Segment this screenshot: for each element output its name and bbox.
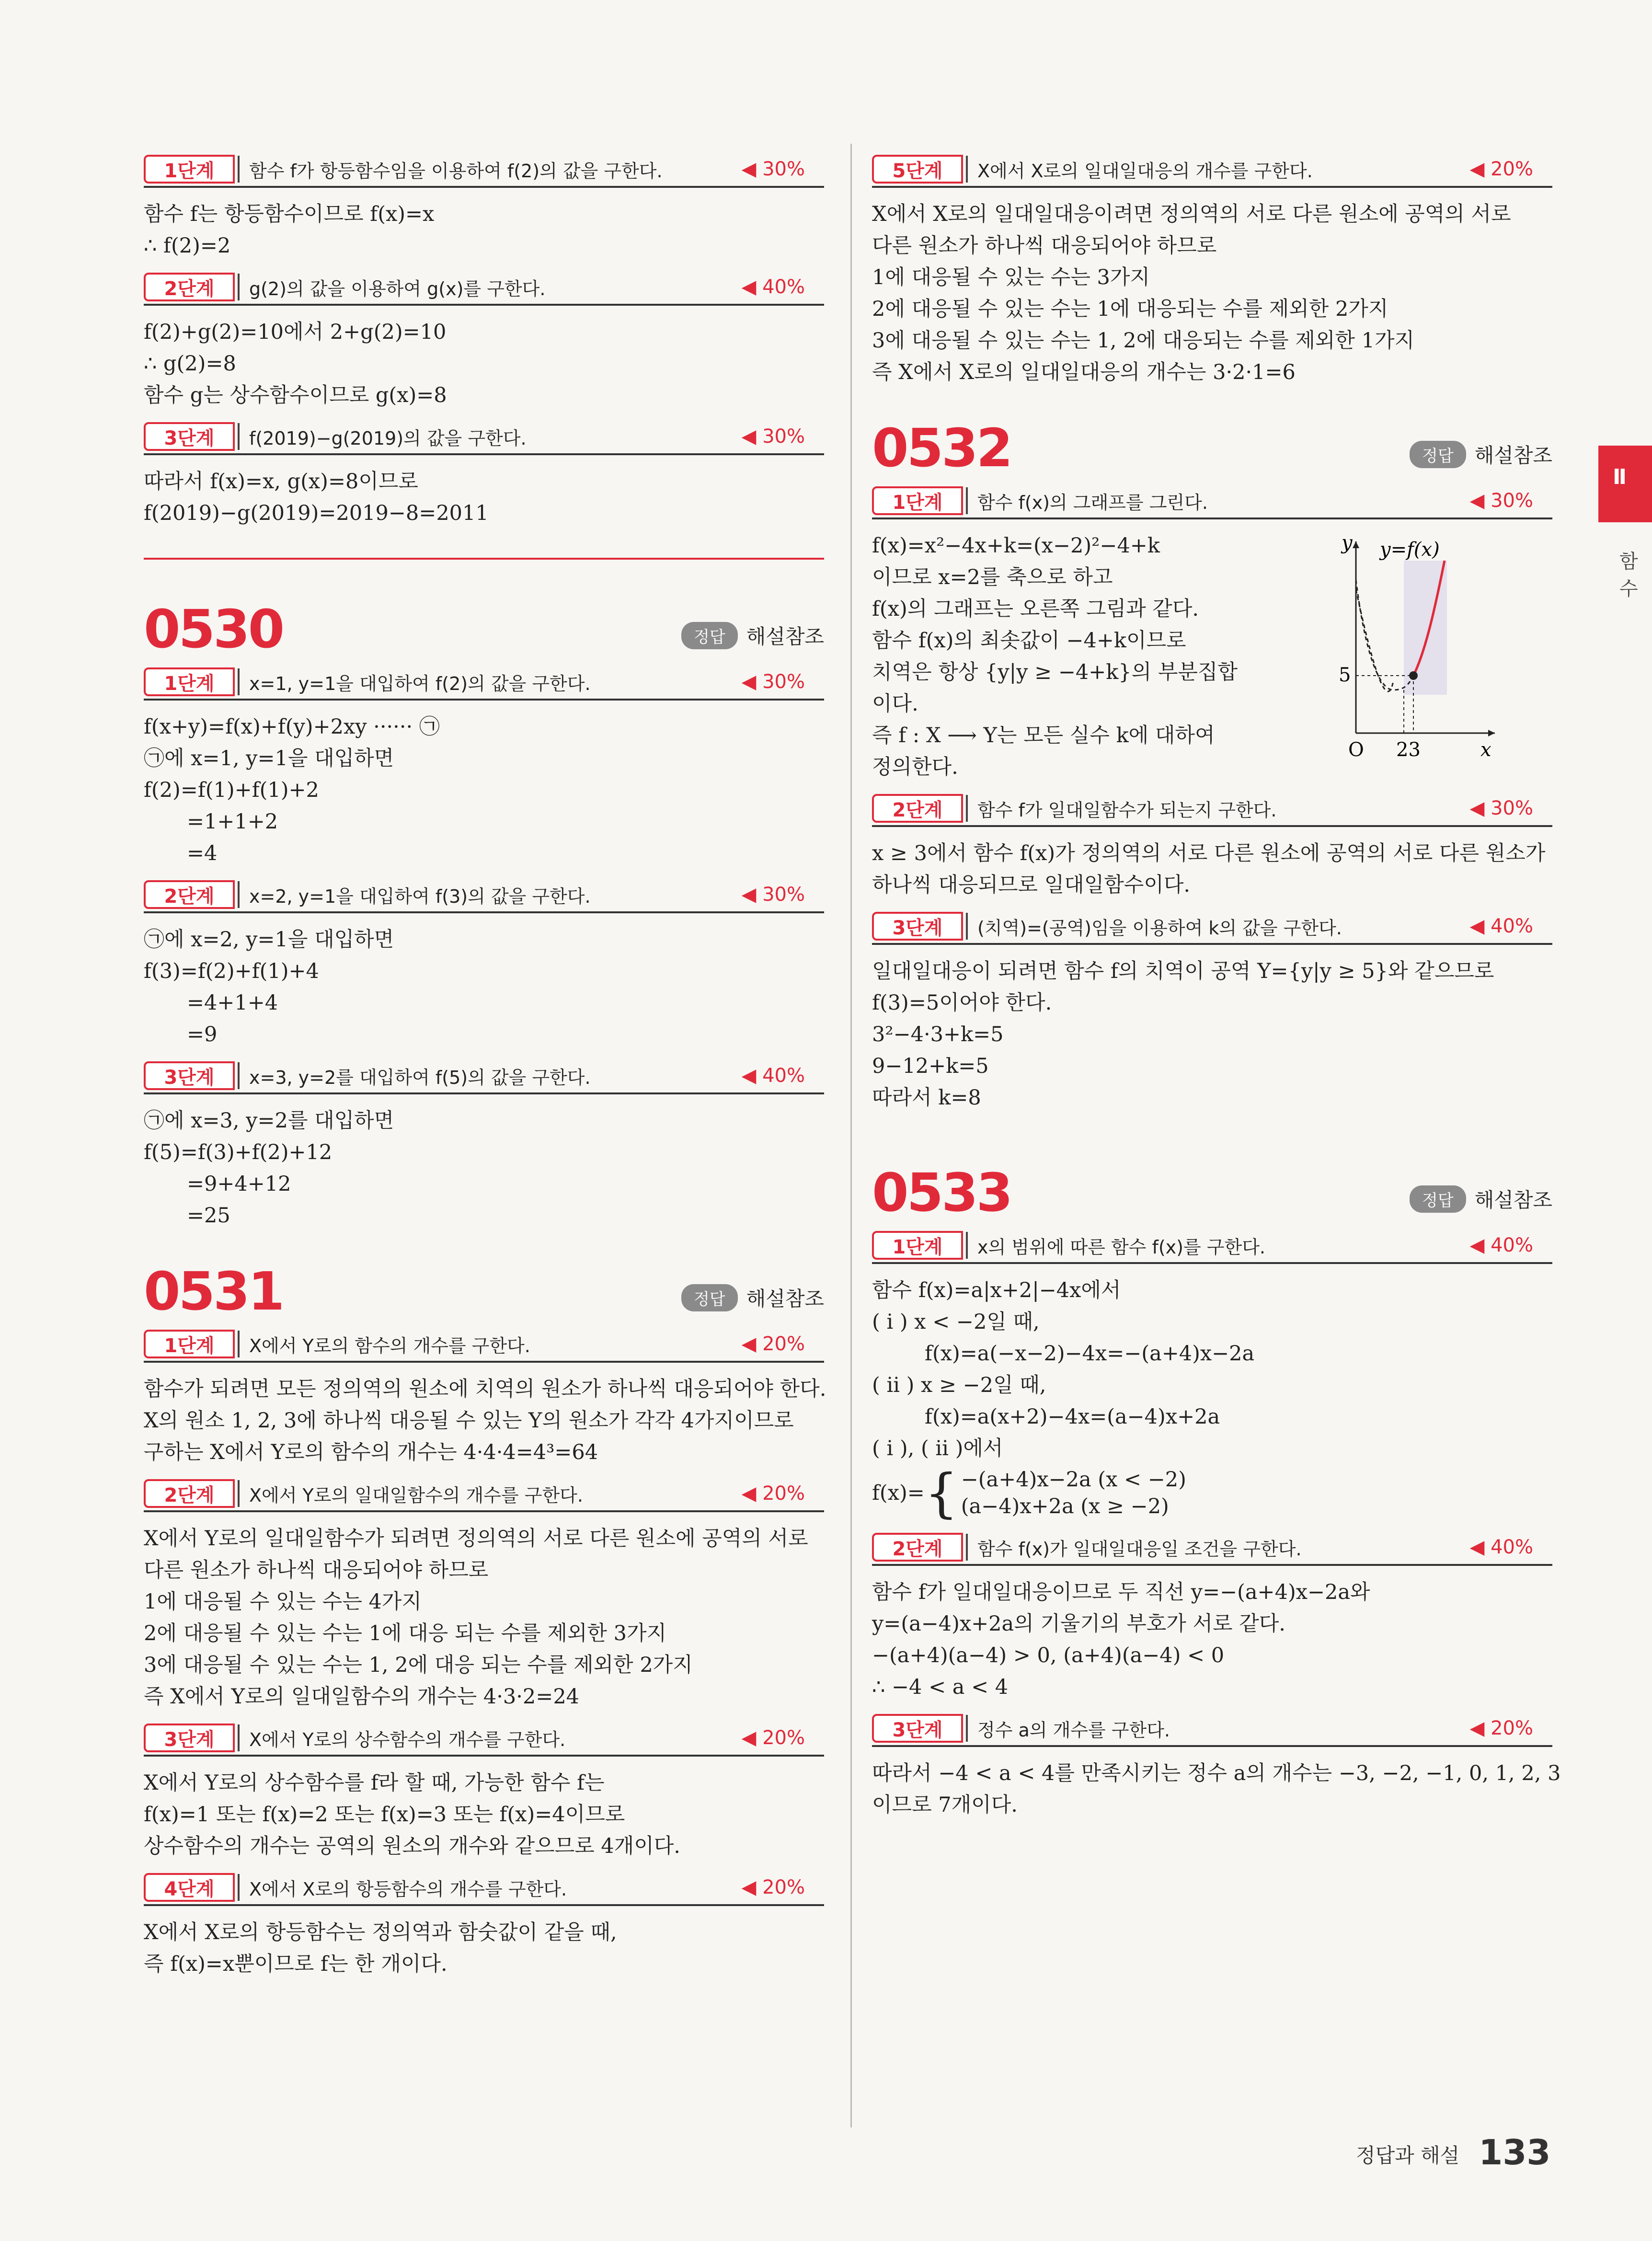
solution-line: f(2)=f(1)+f(1)+2 [144,778,319,802]
problem-number: 0532 [872,417,1011,479]
solution-line: ( i ), ( ii )에서 [872,1437,1003,1460]
problem-header [872,407,1552,479]
answer-reference [1410,1184,1552,1213]
chapter-tab [1598,446,1652,522]
problem-0529-solution [144,152,824,529]
step [872,909,1552,1114]
solution-line: 1에 대응될 수 있는 수는 4가지 [144,1590,422,1614]
divider [238,668,240,695]
step-badge: 2단계 [144,1479,235,1508]
step-score: ◀ 40% [1469,1234,1533,1256]
answer-tag: 정답 [681,622,738,649]
curve-label: y=f(x) [1380,539,1440,561]
chapter-side-text: 함수 [1619,551,1638,600]
step-description: 정수 a의 개수를 구한다. [977,1719,1170,1741]
step-description: 함수 f(x)가 일대일대응일 조건을 구한다. [977,1538,1302,1560]
step-header [144,1327,824,1363]
solution-line: f(2)+g(2)=10에서 2+g(2)=10 [144,320,447,344]
step-description: X에서 Y로의 상수함수의 개수를 구한다. [249,1729,566,1750]
step-score: ◀ 20% [1469,158,1533,180]
solution-line: 따라서 k=8 [872,1086,981,1110]
solution-line: ∴ −4 < a < 4 [872,1675,1009,1699]
piecewise-function [872,1464,1552,1522]
solution-line: f(3)=5이어야 한다. [872,991,1052,1015]
solution-line: 따라서 f(x)=x, g(x)=8이므로 [144,470,418,494]
step-badge: 1단계 [144,155,235,184]
step-score: ◀ 30% [741,158,805,180]
step [872,1530,1552,1703]
piecewise-cases [961,1466,1186,1520]
answer-tag: 정답 [1410,441,1466,468]
step-description: X에서 X로의 항등함수의 개수를 구한다. [249,1878,567,1900]
divider [966,795,968,822]
divider [966,156,968,183]
step-score: ◀ 40% [1469,915,1533,937]
step-badge: 1단계 [144,667,235,696]
step-score: ◀ 40% [741,1065,805,1087]
divider [966,1534,968,1561]
solution-line: 따라서 −4 < a < 4를 만족시키는 정수 a의 개수는 −3, −2, −1, 0, 1, 2, 3 [872,1761,1561,1785]
solution-line: 이므로 x=2를 축으로 하고 [872,565,1113,589]
solution-line: ( ii ) x ≥ −2일 때, [872,1373,1046,1397]
step-score: ◀ 30% [741,671,805,693]
solution-line: f(x)의 그래프는 오른쪽 그림과 같다. [872,597,1199,621]
solution-line: 이므로 7개이다. [872,1793,1018,1817]
origin-label: O [1348,739,1364,761]
solution-line: 치역은 항상 {y|y ≥ −4+k}의 부분집합 [872,660,1238,684]
y-tick-5: 5 [1339,664,1351,686]
y-axis-arrow [1353,541,1359,548]
solution-line: 3²−4·3+k=5 [872,1023,1004,1046]
problem-0530 [144,588,824,1231]
solution-line: f(x)=a(−x−2)−4x=−(a+4)x−2a [925,1342,1255,1366]
step-description: 함수 f(x)의 그래프를 그린다. [977,492,1208,513]
solution-line: =4+1+4 [187,991,278,1015]
y-axis-label: y [1342,532,1353,554]
step-description: g(2)의 값을 이용하여 g(x)를 구한다. [249,278,546,299]
solution-line: 정의한다. [872,755,958,779]
step-header [144,878,824,913]
step-header [872,1712,1552,1747]
solution-line: =4 [187,841,218,865]
step-badge: 1단계 [872,1231,963,1260]
solution-line: 2에 대응될 수 있는 수는 1에 대응되는 수를 제외한 2가지 [872,297,1388,321]
case-bottom: (a−4)x+2a (x ≥ −2) [961,1494,1169,1518]
answer-text: 해설참조 [746,1287,824,1310]
step-header [872,484,1552,519]
step-header [144,1059,824,1094]
step-header [144,665,824,701]
problem-0531 [144,1251,824,1980]
solution-line: f(3)=f(2)+f(1)+4 [144,959,319,983]
step-header [144,420,824,455]
divider [966,487,968,514]
step [144,665,824,869]
step [144,1327,824,1468]
step-header [872,909,1552,945]
divider [966,1232,968,1259]
step-description: (치역)=(공역)임을 이용하여 k의 값을 구한다. [977,917,1342,939]
solution-line: 즉 X에서 Y로의 일대일함수의 개수는 4·3·2=24 [144,1685,580,1709]
step [144,878,824,1050]
step-score: ◀ 30% [1469,797,1533,819]
solution-line: ∴ f(2)=2 [144,234,231,258]
divider [238,156,240,183]
step-description: x의 범위에 따른 함수 f(x)를 구한다. [977,1236,1265,1258]
step-score: ◀ 30% [1469,490,1533,512]
step-score: ◀ 20% [741,1876,805,1898]
step-badge: 3단계 [872,1714,963,1743]
step-badge: 3단계 [144,1061,235,1090]
solution-line: 즉 X에서 X로의 일대일대응의 개수는 3·2·1=6 [872,360,1296,384]
x-axis-label: x [1480,739,1491,761]
step [872,1229,1552,1522]
divider [238,1062,240,1089]
step-badge: 2단계 [872,794,963,823]
problem-0531-continued [872,152,1552,388]
step-badge: 3단계 [144,422,235,451]
step-description: f(2019)−g(2019)의 값을 구한다. [249,427,527,449]
solution-line: 3에 대응될 수 있는 수는 1, 2에 대응 되는 수를 제외한 2가지 [144,1653,693,1677]
parabola-graph [1337,532,1500,762]
divider [238,1331,240,1357]
divider [238,881,240,908]
step-description: X에서 Y로의 일대일함수의 개수를 구한다. [249,1484,583,1506]
divider [966,1715,968,1742]
divider [238,423,240,450]
solution-line: 상수함수의 개수는 공역의 원소의 개수와 같으므로 4개이다. [144,1834,680,1858]
step [144,152,824,262]
step-header [872,1229,1552,1264]
answer-reference [681,1283,824,1312]
step [144,270,824,411]
solution-line: =9+4+12 [187,1172,291,1196]
step-score: ◀ 30% [741,884,805,906]
step-description: x=3, y=2를 대입하여 f(5)의 값을 구한다. [249,1067,591,1088]
answer-text: 해설참조 [746,625,824,648]
answer-reference [1410,440,1552,469]
page-number: 133 [1479,2132,1551,2172]
solution-line: 일대일대응이 되려면 함수 f의 치역이 공역 Y={y|y ≥ 5}와 같으므로 [872,959,1494,983]
step-badge: 3단계 [144,1724,235,1752]
solution-line: X에서 X로의 일대일대응이려면 정의역의 서로 다른 원소에 공역의 서로 [872,202,1511,226]
divider [238,1480,240,1507]
step-badge: 5단계 [872,155,963,184]
solution-line: ㉠에 x=2, y=1을 대입하면 [144,928,394,952]
step-description: X에서 X로의 일대일대응의 개수를 구한다. [977,160,1313,182]
problem-header [144,1251,824,1322]
divider [238,1724,240,1751]
step-description: X에서 Y로의 함수의 개수를 구한다. [249,1335,530,1356]
step [144,1059,824,1231]
solution-line: 9−12+k=5 [872,1054,989,1078]
solution-line: ㉠에 x=3, y=2를 대입하면 [144,1109,394,1133]
problem-number: 0530 [144,598,283,660]
step-header [144,1871,824,1906]
problem-0533 [872,1152,1561,1821]
answer-text: 해설참조 [1474,1188,1552,1212]
column-divider [850,144,852,2127]
left-column [144,144,824,1980]
step-badge: 4단계 [144,1873,235,1902]
step-header [144,270,824,306]
solution-line: y=(a−4)x+2a의 기울기의 부호가 서로 같다. [872,1612,1285,1636]
solution-line: f(x+y)=f(x)+f(y)+2xy ······ ㉠ [144,715,440,739]
solution-line: X의 원소 1, 2, 3에 하나씩 대응될 수 있는 Y의 원소가 각각 4가지이므로 [144,1409,794,1433]
step-header [872,792,1552,827]
solution-line: 함수 g는 상수함수이므로 g(x)=8 [144,383,447,407]
solution-line: 다른 원소가 하나씩 대응되어야 하므로 [144,1558,489,1582]
step [872,152,1552,388]
solution-line: =9 [187,1023,218,1046]
step-badge: 2단계 [872,1533,963,1562]
step [144,1871,824,1980]
problem-number: 0533 [872,1162,1011,1223]
solution-line: 2에 대응될 수 있는 수는 1에 대응 되는 수를 제외한 3가지 [144,1621,667,1645]
step-score: ◀ 20% [741,1483,805,1505]
point-3-5 [1409,671,1418,680]
solution-line: 다른 원소가 하나씩 대응되어야 하므로 [872,234,1217,258]
solution-line: ( i ) x < −2일 때, [872,1310,1040,1334]
x-ticks: 23 [1396,739,1421,761]
answer-tag: 정답 [1410,1185,1466,1213]
solution-line: 함수 f(x)의 최솟값이 −4+k이므로 [872,629,1186,653]
step-header [872,1530,1552,1566]
answer-tag: 정답 [681,1284,738,1311]
step-description: 함수 f가 일대일함수가 되는지 구한다. [977,799,1277,821]
problem-0532 [872,407,1552,1114]
divider [238,1874,240,1901]
step-badge: 2단계 [144,273,235,301]
solution-line: f(x)=1 또는 f(x)=2 또는 f(x)=3 또는 f(x)=4이므로 [144,1803,625,1827]
case-top: −(a+4)x−2a (x < −2) [961,1468,1186,1492]
divider [238,274,240,300]
solution-line: 하나씩 대응되므로 일대일함수이다. [872,873,1191,897]
answer-text: 해설참조 [1474,444,1552,467]
problem-number: 0531 [144,1261,283,1322]
step-header [144,152,824,188]
step-score: ◀ 30% [741,425,805,448]
step-badge: 2단계 [144,880,235,909]
problem-header [872,1152,1552,1223]
solution-line: 이다. [872,692,918,716]
solution-line: 3에 대응될 수 있는 수는 1, 2에 대응되는 수를 제외한 1가지 [872,329,1415,353]
solution-line: 함수가 되려면 모든 정의역의 원소에 치역의 원소가 하나씩 대응되어야 한다. [144,1377,826,1401]
solution-line: X에서 Y로의 상수함수를 f라 할 때, 가능한 함수 f는 [144,1771,605,1795]
curve-dashed [1356,589,1393,691]
problem-header [144,588,824,660]
solution-line: =25 [187,1204,230,1228]
step-score: ◀ 20% [741,1333,805,1355]
step-score: ◀ 40% [1469,1536,1533,1558]
piecewise-lhs: f(x)= [872,1481,925,1505]
answer-reference [681,621,824,650]
step-badge: 1단계 [144,1330,235,1358]
step [872,1712,1561,1821]
right-column [872,144,1561,1821]
step-description: x=1, y=1을 대입하여 f(2)의 값을 구한다. [249,673,591,694]
step-score: ◀ 20% [1469,1717,1533,1739]
step [872,792,1552,901]
step-header [872,152,1552,188]
solution-line: 함수 f가 일대일대응이므로 두 직선 y=−(a+4)x−2a와 [872,1580,1370,1604]
step [144,1477,824,1712]
page-footer [1356,2132,1551,2172]
solution-line: 즉 f(x)=x뿐이므로 f는 한 개이다. [144,1952,447,1976]
step-description: x=2, y=1을 대입하여 f(3)의 값을 구한다. [249,885,591,907]
solution-line: f(x)=a(x+2)−4x=(a−4)x+2a [925,1405,1220,1429]
solution-line: 1에 대응될 수 있는 수는 3가지 [872,265,1150,289]
step [144,420,824,529]
solution-line: X에서 X로의 항등함수는 정의역과 함숫값이 같을 때, [144,1920,617,1944]
solution-line: X에서 Y로의 일대일함수가 되려면 정의역의 서로 다른 원소에 공역의 서로 [144,1527,808,1551]
footer-label: 정답과 해설 [1356,2144,1460,2167]
solution-line: x ≥ 3에서 함수 f(x)가 정의역의 서로 다른 원소에 공역의 서로 다른 원소가 [872,841,1546,865]
section-rule [144,558,824,560]
solution-line: ㉠에 x=1, y=1을 대입하면 [144,747,394,770]
solution-line: f(x)=x²−4x+k=(x−2)²−4+k [872,534,1160,558]
divider [966,913,968,940]
chapter-tab-label: Ⅱ [1613,465,1627,489]
step-header [144,1477,824,1512]
step-badge: 3단계 [872,912,963,941]
step-description: 함수 f가 항등함수임을 이용하여 f(2)의 값을 구한다. [249,160,663,182]
step [144,1721,824,1862]
solution-line: 즉 f : X ⟶ Y는 모든 실수 k에 대하여 [872,724,1215,747]
brace-icon: { [924,1462,958,1524]
solution-line: 구하는 X에서 Y로의 함수의 개수는 4·4·4=4³=64 [144,1440,598,1464]
solution-line: =1+1+2 [187,810,278,834]
solution-line: 함수 f는 항등함수이므로 f(x)=x [144,202,435,226]
step-header [144,1721,824,1757]
solution-line: f(2019)−g(2019)=2019−8=2011 [144,501,489,525]
step-score: ◀ 40% [741,276,805,298]
step-score: ◀ 20% [741,1727,805,1749]
step-badge: 1단계 [872,486,963,515]
solution-line: 함수 f(x)=a|x+2|−4x에서 [872,1278,1121,1302]
solution-line: f(5)=f(3)+f(2)+12 [144,1140,333,1164]
solution-line: −(a+4)(a−4) > 0, (a+4)(a−4) < 0 [872,1643,1225,1667]
x-axis-arrow [1488,730,1495,736]
solution-line: ∴ g(2)=8 [144,352,236,376]
